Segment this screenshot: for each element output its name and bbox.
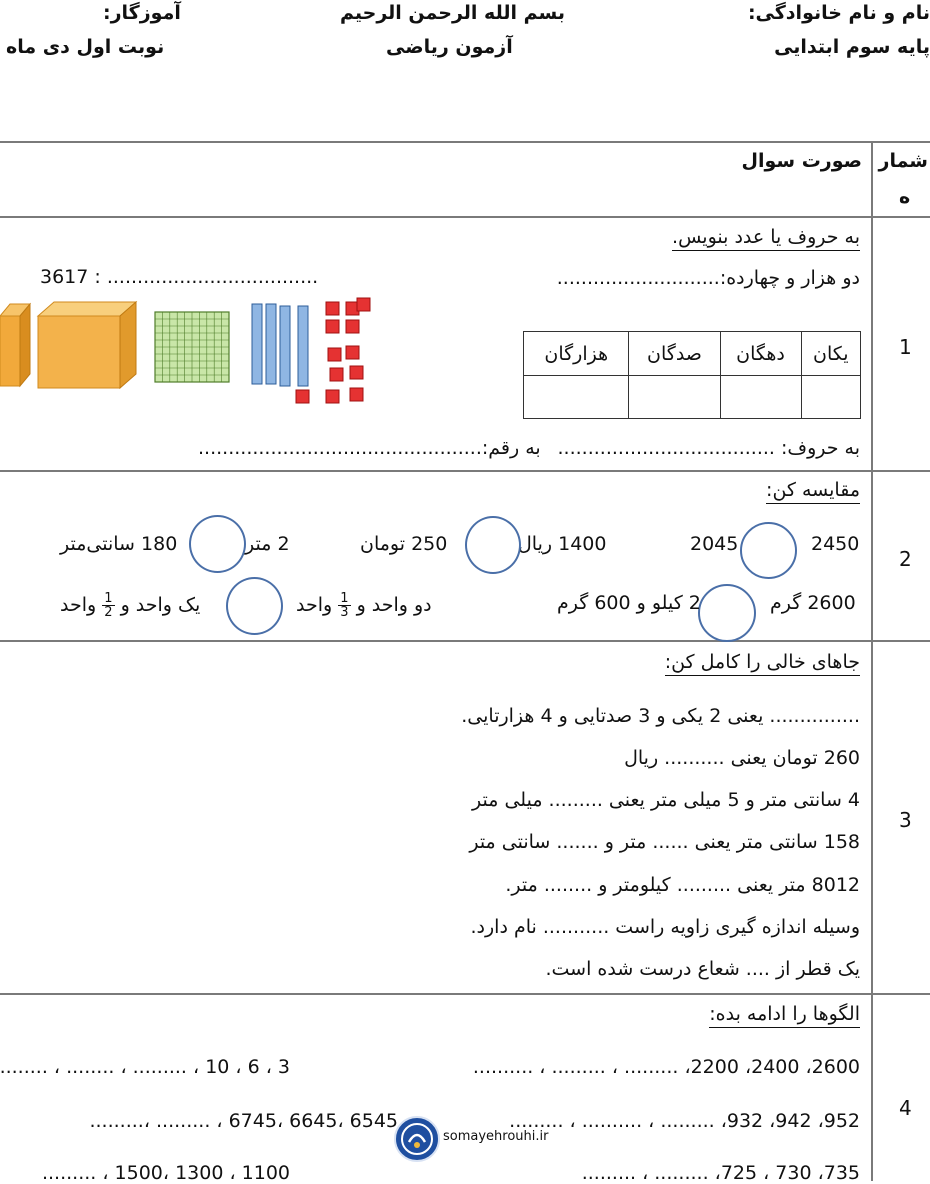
compare-f-text: یک واحد و	[120, 594, 201, 616]
q1-words-line: دو هزار و چهارده:...........................	[556, 267, 860, 289]
row-divider	[0, 216, 930, 218]
number-column-header-cont: ه	[899, 186, 911, 208]
q3-line-2: 260 تومان یعنی .......... ریال	[624, 747, 860, 769]
question-number-1: 1	[899, 335, 912, 359]
answer-cell-ones[interactable]	[801, 376, 861, 419]
compare-b-left: 1400 ریال	[518, 533, 607, 555]
pattern-row-2-left: 6545 ،6645 ،6745 ، ......... ،.........	[89, 1110, 398, 1132]
question-number-2: 2	[899, 547, 912, 571]
compare-e-text: دو واحد و	[356, 594, 432, 616]
question-number-3: 3	[899, 808, 912, 832]
answer-cell-thousands[interactable]	[524, 376, 629, 419]
compare-b-right: 250 تومان	[360, 533, 448, 555]
pattern-row-3-left: 1100 ، 1300 ،1500 ، .........	[41, 1162, 290, 1184]
compare-circle-c[interactable]	[189, 515, 246, 573]
compare-a-left: 2450	[811, 533, 860, 555]
compare-c-right: 180 سانتی‌متر	[60, 533, 178, 555]
exam-title: آزمون ریاضی	[386, 36, 513, 58]
pattern-row-1-right: 2600، 2400، 2200، ......... ، ......... ، ..........	[472, 1056, 860, 1078]
compare-d-left: 2600 گرم	[770, 592, 856, 614]
ten-rods	[252, 304, 308, 386]
pattern-row-2-right: 952، 942، 932، ......... ، .......... ، .........	[509, 1110, 860, 1132]
question-number-4: 4	[899, 1096, 912, 1120]
teacher-label: آموزگار:	[103, 2, 181, 24]
compare-f-left	[60, 592, 200, 619]
q3-line-6: وسیله اندازه گیری زاویه راست ........... نام دارد.	[470, 916, 860, 938]
compare-a-right: 2045	[690, 533, 739, 555]
watermark-logo-icon	[394, 1116, 440, 1162]
answer-cell-hundreds[interactable]	[629, 376, 720, 419]
q3-line-5: 8012 متر یعنی ......... کیلومتر و ........ متر.	[505, 874, 860, 896]
basmala: بسم الله الرحمن الرحیم	[340, 2, 565, 24]
question-column-header: صورت سوال	[741, 150, 862, 172]
q3-instruction: جاهای خالی را کامل کن:	[665, 651, 860, 676]
compare-circle-d[interactable]	[698, 584, 756, 642]
place-value-table	[523, 331, 861, 419]
answer-cell-tens[interactable]	[720, 376, 801, 419]
fraction-one-third: $\frac{1}{3}$	[340, 591, 349, 620]
q3-line-3: 4 سانتی متر و 5 میلی متر یعنی ......... میلی متر	[472, 789, 860, 811]
compare-circle-a[interactable]	[740, 522, 797, 579]
base-ten-blocks-illustration	[0, 296, 380, 411]
compare-c-left: 2 متر	[245, 533, 290, 555]
grade-label: پایه سوم ابتدایی	[774, 36, 930, 58]
q3-line-7: یک قطر از .... شعاع درست شده است.	[545, 958, 860, 980]
row-divider	[0, 993, 930, 995]
compare-circle-e[interactable]	[226, 577, 283, 635]
q1-letters-line: به حروف: ....................................	[557, 437, 860, 459]
place-value-tens: دهگان	[720, 332, 801, 376]
pattern-row-3-right: 735، 730 ، 725، ......... ، .........	[581, 1162, 860, 1184]
compare-d-right: 2 کیلو و 600 گرم	[557, 592, 701, 614]
q2-instruction: مقایسه کن:	[766, 479, 860, 504]
q1-number-line: 3617 : ...................................	[40, 266, 319, 288]
hundred-flat	[155, 312, 229, 382]
fraction-one-half: $\frac{1}{2}$	[104, 591, 113, 620]
student-name-label: نام و نام خانوادگی:	[747, 2, 930, 24]
place-value-thousands: هزارگان	[524, 332, 629, 376]
exam-term: نوبت اول دی ماه	[6, 36, 165, 58]
table-top-border	[0, 141, 930, 143]
q4-instruction: الگوها را ادامه بده:	[709, 1003, 860, 1028]
row-divider	[0, 470, 930, 472]
q1-digits-line: به رقم:...............................................	[198, 437, 541, 459]
q1-instruction: به حروف یا عدد بنویس.	[672, 226, 860, 251]
thousand-cube	[0, 304, 30, 386]
place-value-hundreds: صدگان	[629, 332, 720, 376]
number-column-header: شمار	[878, 150, 928, 172]
compare-e-unit: واحد	[296, 594, 333, 616]
q3-line-1: ............... یعنی 2 یکی و 3 صدتایی و 4 هزارتایی.	[461, 705, 860, 727]
thousand-cube	[38, 302, 136, 388]
watermark-url: somayehrouhi.ir	[443, 1129, 549, 1144]
row-divider	[0, 640, 930, 642]
q3-line-4: 158 سانتی متر یعنی ...... متر و ....... سانتی متر	[469, 831, 860, 853]
compare-circle-b[interactable]	[465, 516, 521, 574]
compare-e-left	[296, 592, 432, 619]
place-value-ones: یکان	[801, 332, 861, 376]
compare-f-unit: واحد	[60, 594, 97, 616]
column-divider	[871, 141, 873, 1181]
pattern-row-1-left: 3 ، 6 ، 10 ، ......... ، ........ ، ........	[0, 1056, 290, 1078]
